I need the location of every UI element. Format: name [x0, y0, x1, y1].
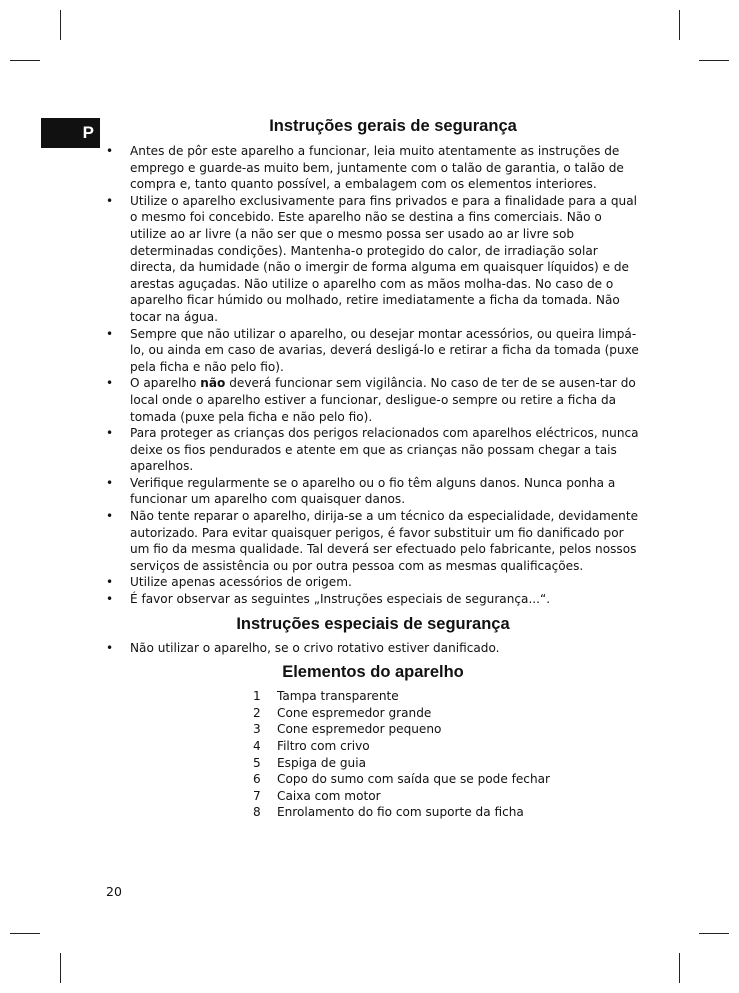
part-label: Filtro com crivo	[277, 739, 370, 753]
special-safety-title: Instruções especiais de segurança	[236, 614, 510, 633]
part-label: Cone espremedor pequeno	[277, 722, 442, 737]
part-item	[253, 705, 640, 722]
special-safety-list	[106, 640, 640, 657]
crop-mark	[699, 933, 729, 934]
list-item: • Sempre que não utilizar o aparelho, ou desejar montar acessórios, ou queira limpá-lo, ou ainda em caso de avarias, deverá desligá-lo e retirar a ficha da tomada (puxe pela ficha e não pelo fio).	[106, 326, 640, 376]
list-item: • Não tente reparar o aparelho, dirija-se a um técnico da especialidade, devidamente autorizado. Para evitar quaisquer perigos, é favor substituir um fio danificado por um fio da mesma qualidade. Tal deverá ser efectuado pelo fabricante, pelos nossos serviços de assistência ou por outra pessoa com as mesmas qualificações.	[106, 508, 640, 574]
page-number: 20	[106, 884, 122, 899]
part-label: Espiga de guia	[277, 755, 366, 770]
part-number: 4	[253, 739, 261, 753]
part-item	[253, 721, 640, 738]
crop-mark	[679, 953, 680, 983]
part-item	[253, 738, 640, 755]
list-item: • É favor observar as seguintes „Instruções especiais de segurança...“.	[106, 591, 640, 608]
part-item	[253, 755, 640, 772]
part-number: 2	[253, 705, 261, 720]
list-item: • Verifique regularmente se o aparelho ou o fio têm alguns danos. Nunca ponha a funcionar um aparelho com quaisquer danos.	[106, 475, 640, 508]
list-item: • Não utilizar o aparelho, se o crivo rotativo estiver danificado.	[106, 640, 640, 657]
part-item	[253, 688, 640, 705]
list-item-text: O aparelho	[130, 376, 201, 391]
list-item-text: deverá funcionar sem vigilância. No caso de ter de se ausen-tar do local onde o aparelho estiver a funcionar, desligue-o sempre ou retire a ficha da tomada (puxe pela ficha e não pelo fio).	[130, 376, 636, 424]
part-item	[253, 788, 640, 805]
part-label: Copo do sumo com saída que se pode fechar	[277, 772, 550, 787]
part-number: 3	[253, 722, 261, 737]
list-item: • Para proteger as crianças dos perigos relacionados com aparelhos eléctricos, nunca deixe os fios pendurados e atente em que as crianças não possam chegar a tais aparelhos.	[106, 425, 640, 475]
emphasis-text: não	[200, 376, 226, 391]
general-safety-title: Instruções gerais de segurança	[269, 117, 517, 135]
part-number: 8	[253, 805, 261, 820]
list-item	[106, 375, 640, 425]
crop-mark	[10, 933, 40, 934]
part-number: 7	[253, 788, 261, 803]
part-item	[253, 804, 640, 821]
crop-mark	[699, 60, 729, 61]
part-number: 1	[253, 689, 261, 704]
crop-mark	[679, 10, 680, 40]
list-item: • Antes de pôr este aparelho a funcionar, leia muito atentamente as instruções de emprego e guarde-as muito bem, juntamente com o talão de garantia, o talão de compra e, tanto quanto possível, a embalagem com os elementos interiores.	[106, 143, 640, 193]
general-safety-list	[106, 143, 640, 608]
part-label: Caixa com motor	[277, 788, 381, 803]
page-content	[106, 116, 640, 821]
list-item: • Utilize apenas acessórios de origem.	[106, 574, 640, 591]
crop-mark	[10, 60, 40, 61]
part-label: Enrolamento do fio com suporte da ficha	[277, 805, 524, 820]
language-tab: P	[41, 118, 100, 148]
part-label: Tampa transparente	[277, 689, 399, 704]
parts-list	[253, 688, 640, 821]
crop-mark	[60, 10, 61, 40]
crop-mark	[60, 953, 61, 983]
part-item	[253, 771, 640, 788]
part-number: 5	[253, 755, 261, 770]
part-number: 6	[253, 772, 261, 787]
list-item: • Utilize o aparelho exclusivamente para fins privados e para a finalidade para a qual o mesmo foi concebido. Este aparelho não se destina a fins comerciais. Não o utilize ao ar livre (a não ser que o mesmo possa ser usado ao ar livre sob determinadas condições). Mantenha-o protegido do calor, de irradiação solar directa, da humidade (não o imergir de forma alguma em quaisquer líquidos) e de arestas aguçadas. Não utilize o aparelho com as mãos molha-das. No caso de o aparelho ficar húmido ou molhado, retire imediatamente a ficha da tomada. Não tocar na água.	[106, 193, 640, 326]
part-label: Cone espremedor grande	[277, 705, 432, 720]
parts-title: Elementos do aparelho	[282, 663, 464, 682]
